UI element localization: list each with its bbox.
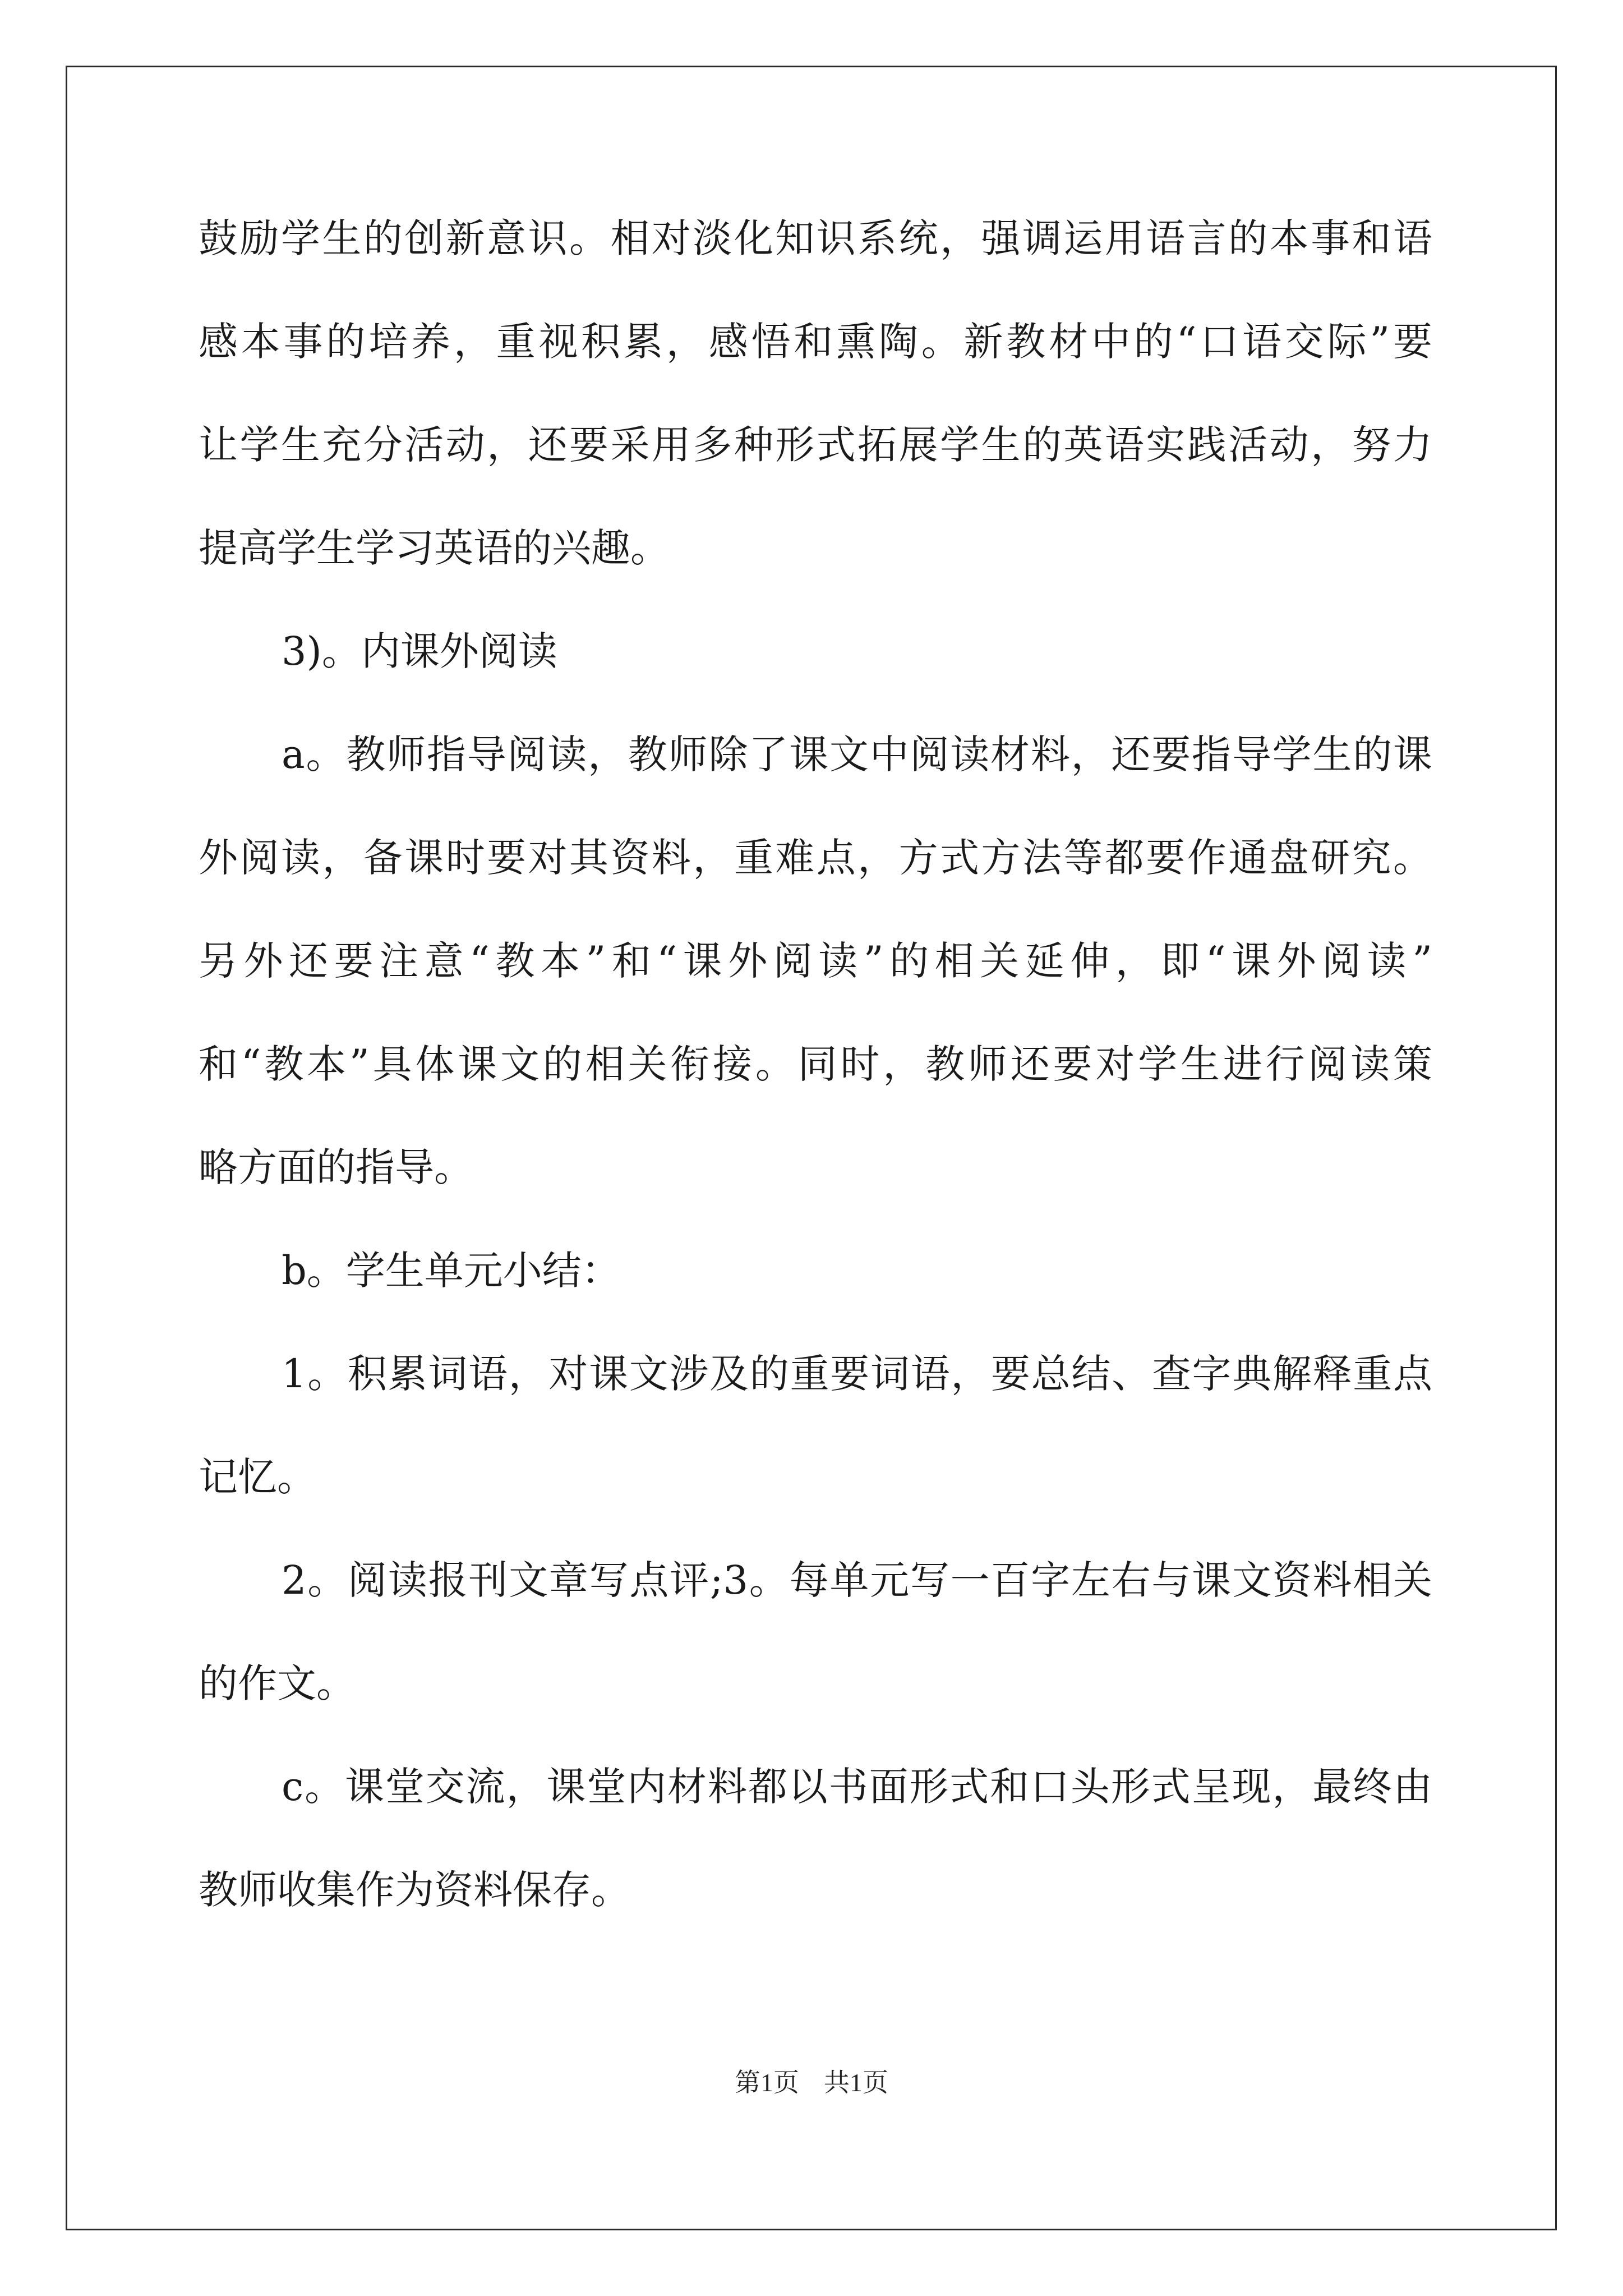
text-line: 教师收集作为资料保存。 — [199, 1867, 630, 1913]
text-line: 鼓励学生的创新意识。相对淡化知识系统，强调运用语言的本事和语 — [199, 215, 1432, 261]
page-footer — [0, 2066, 1623, 2100]
text-line: a。教师指导阅读，教师除了课文中阅读材料，还要指导学生的课 — [282, 731, 1432, 777]
page-number-total: 共1页 — [824, 2068, 888, 2097]
text-line: c。课堂交流，课堂内材料都以书面形式和口头形式呈现，最终由 — [282, 1764, 1432, 1810]
text-line: b。学生单元小结： — [282, 1248, 621, 1294]
text-line: 提高学生学习英语的兴趣。 — [199, 525, 670, 571]
text-line: 的作文。 — [199, 1660, 356, 1706]
text-line: 和“教本”具体课文的相关衔接。同时，教师还要对学生进行阅读策 — [199, 1041, 1432, 1087]
text-line: 记忆。 — [199, 1454, 316, 1500]
text-line: 让学生充分活动，还要采用多种形式拓展学生的英语实践活动，努力 — [199, 422, 1432, 468]
text-line: 略方面的指导。 — [199, 1144, 473, 1190]
text-line: 感本事的培养，重视积累，感悟和熏陶。新教材中的“口语交际”要 — [199, 319, 1432, 365]
page-number-current: 第1页 — [735, 2068, 799, 2097]
text-line: 外阅读，备课时要对其资料，重难点，方式方法等都要作通盘研究。 — [199, 835, 1432, 881]
text-line: 另外还要注意“教本”和“课外阅读”的相关延伸，即“课外阅读” — [199, 938, 1432, 984]
text-line: 1。积累词语，对课文涉及的重要词语，要总结、查字典解释重点 — [282, 1351, 1432, 1397]
text-line: 2。阅读报刊文章写点评;3。每单元写一百字左右与课文资料相关 — [282, 1557, 1432, 1603]
section-heading: 3)。内课外阅读 — [282, 628, 557, 674]
